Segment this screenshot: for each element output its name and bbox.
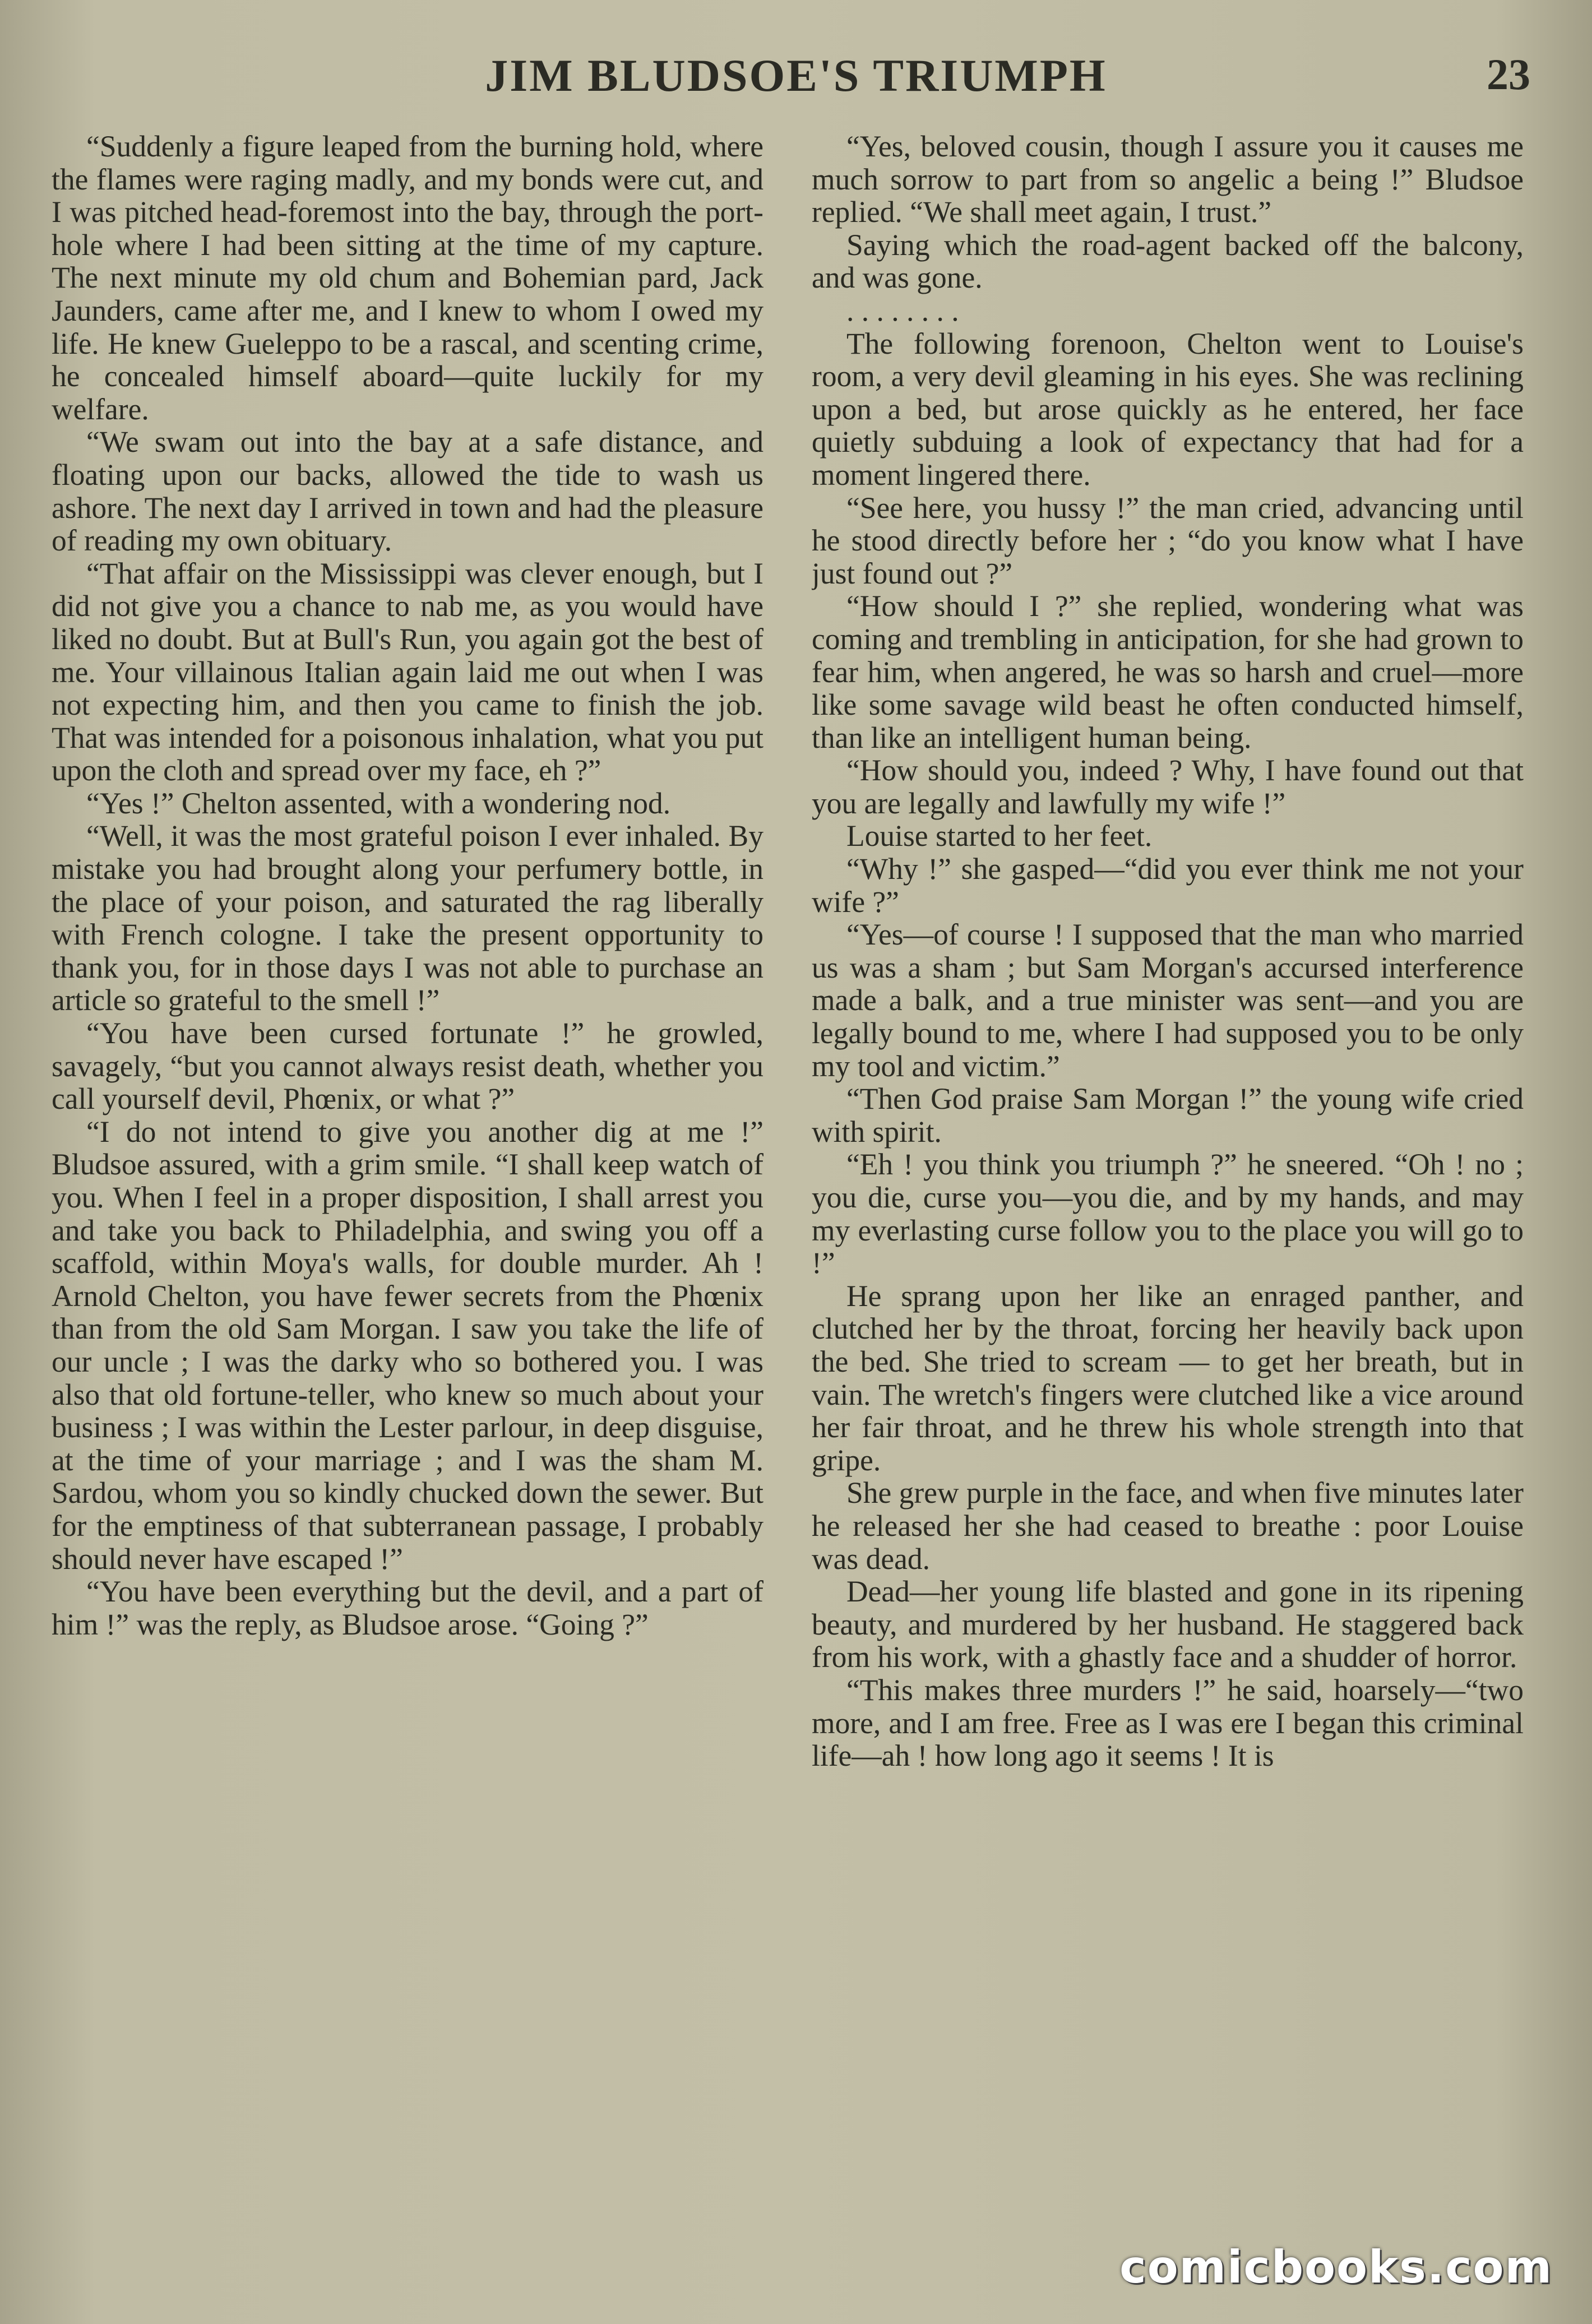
paragraph: He sprang upon her like an enraged panther, and clutched her by the throat, forcing her heavily back upon the bed. She tried to scream — to get her breath, but in vain. The wretch's fingers were clutched like a vice around her fair throat, and he threw his whole strength into that gripe. [812,1279,1524,1477]
paragraph: The following forenoon, Chelton went to Louise's room, a very devil gleaming in his eyes. She was reclining upon a bed, but arose quickly as he entered, her face quietly subduing a look of expectancy that had for a moment lingered there. [812,326,1524,492]
paragraph: “Then God praise Sam Morgan !” the young wife cried with spirit. [812,1082,1524,1149]
paragraph: “You have been everything but the devil, and a part of him !” was the reply, as Bludsoe arose. “Going ?” [52,1575,763,1641]
section-break-dots: . . . . . . . . [846,293,959,327]
paragraph: “Suddenly a figure leaped from the burning hold, where the flames were raging madly, and my bonds were cut, and I was pitched head-foremost into the bay, through the port-hole where I had been sitting at the time of my capture. The next minute my old chum and Bohemian pard, Jack Jaunders, came after me, and I knew to whom I owed my life. He knew Gueleppo to be a rascal, and scenting crime, he concealed himself aboard—quite luckily for my welfare. [52,130,763,426]
right-column [812,130,1524,2226]
paragraph: “This makes three murders !” he said, hoarsely—“two more, and I am free. Free as I was ere I began this criminal life—ah ! how long ago it seems ! It is [812,1673,1524,1773]
paragraph: “How should I ?” she replied, wondering what was coming and trembling in anticipation, for she had grown to fear him, when angered, he was so harsh and cruel—more like some savage wild beast he often conducted himself, than like an intelligent human being. [812,589,1524,754]
paragraph: “See here, you hussy !” the man cried, advancing until he stood directly before her ; “do you know what I have just found out ?” [812,490,1524,590]
site-watermark: comicbooks.com [1119,2241,1553,2293]
paragraph: “Yes !” Chelton assented, with a wondering nod. [86,786,671,820]
page-number: 23 [1487,50,1530,99]
paragraph: “Eh ! you think you triumph ?” he sneered. “Oh ! no ; you die, curse you—you die, and by my hands, and may my everlasting curse follow you to the place you will go to !” [812,1147,1524,1280]
paragraph: Louise started to her feet. [846,819,1153,853]
paragraph: “Well, it was the most grateful poison I ever inhaled. By mistake you had brought along your perfumery bottle, in the place of your poison, and saturated the rag liberally with French cologne. I take the present opportunity to thank you, for in those days I was not able to purchase an article so grateful to the smell !” [52,819,763,1017]
paragraph: She grew purple in the face, and when five minutes later he released her she had ceased to breathe : poor Louise was dead. [812,1476,1524,1576]
paragraph: “That affair on the Mississippi was clever enough, but I did not give you a chance to nab me, as you would have liked no doubt. But at Bull's Run, you again got the best of me. Your villainous Italian again laid me out when I was not expecting him, and then you came to finish the job. That was intended for a poisonous inhalation, what you put upon the cloth and spread over my face, eh ?” [52,556,763,788]
paragraph: Saying which the road-agent backed off the balcony, and was gone. [812,228,1524,295]
paragraph: “Why !” she gasped—“did you ever think me not your wife ?” [812,852,1524,919]
running-header [0,49,1592,117]
paragraph: “Yes—of course ! I supposed that the man who married us was a sham ; but Sam Morgan's accursed interference made a balk, and a true minister was sent—and you are legally bound to me, where I had supposed you to be only my tool and victim.” [812,918,1524,1083]
left-column [52,130,763,2226]
paragraph: “Yes, beloved cousin, though I assure you it causes me much sorrow to part from so angelic a being !” Bludsoe replied. “We shall meet again, I trust.” [812,130,1524,229]
paragraph: “You have been cursed fortunate !” he growled, savagely, “but you cannot always resist death, whether you call yourself devil, Phœnix, or what ?” [52,1016,763,1116]
page-title: JIM BLUDSOE'S TRIUMPH [485,50,1107,101]
paragraph: Dead—her young life blasted and gone in its ripening beauty, and murdered by her husband. He staggered back from his work, with a ghastly face and a shudder of horror. [812,1575,1524,1674]
paragraph: “We swam out into the bay at a safe distance, and floating upon our backs, allowed the tide to wash us ashore. The next day I arrived in town and had the pleasure of reading my own obituary. [52,425,763,558]
paragraph: “How should you, indeed ? Why, I have found out that you are legally and lawfully my wife !” [812,753,1524,820]
paragraph: “I do not intend to give you another dig at me !” Bludsoe assured, with a grim smile. “I shall keep watch of you. When I feel in a proper disposition, I shall arrest you and take you back to Philadelphia, and swing you off a scaffold, within Moya's walls, for double murder. Ah ! Arnold Chelton, you have fewer secrets from the Phœnix than from the old Sam Morgan. I saw you take the life of our uncle ; I was the darky who so bothered you. I was also that old fortune-teller, who knew so much about your business ; I was within the Lester parlour, in deep disguise, at the time of your marriage ; and I was the sham M. Sardou, whom you so kindly chucked down the sewer. But for the emptiness of that subterranean passage, I probably should never have escaped !” [52,1114,763,1576]
